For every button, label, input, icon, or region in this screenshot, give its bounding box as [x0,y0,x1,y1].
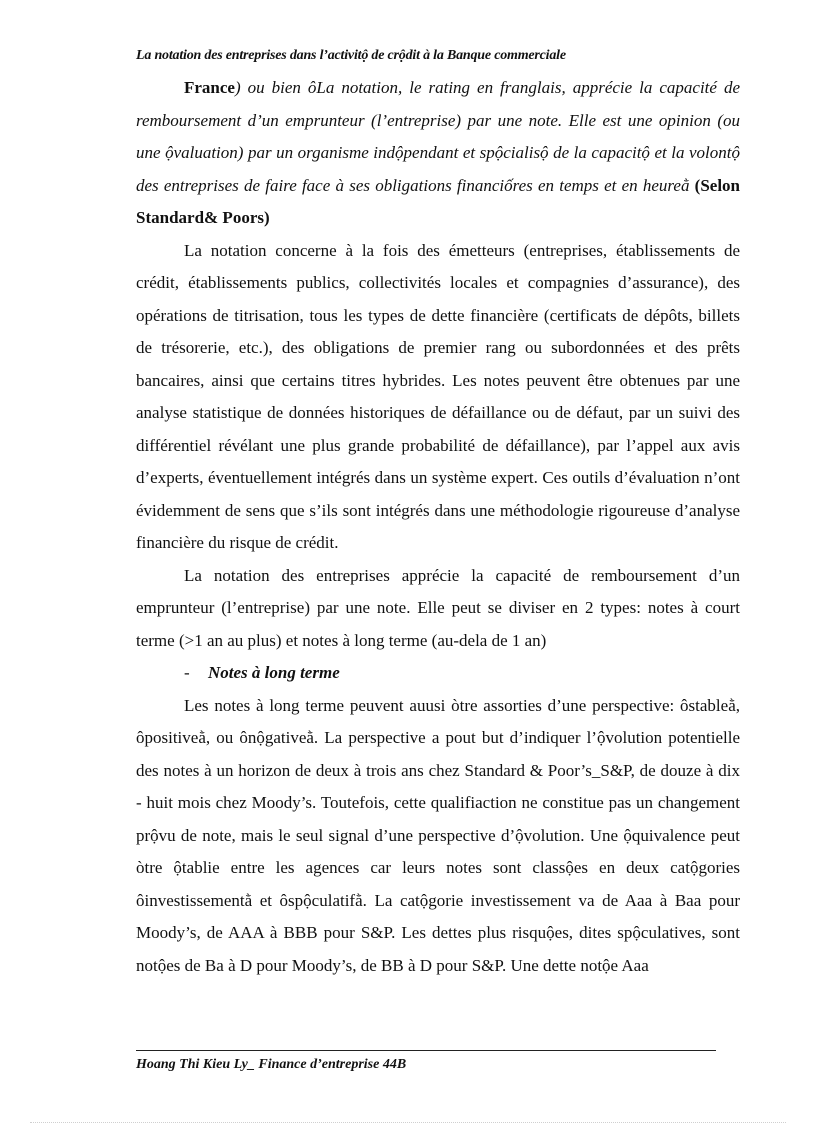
bullet-title: Notes à long terme [208,663,340,682]
footer-rule [136,1050,716,1051]
source-citation: (Selon Standard& Poors) [136,175,740,227]
paragraph-long-term: Les notes à long terme peuvent auusi òtre assorties d’une perspective: ôstableằ, ôpositiveằ, ou ônộgativeằ. La perspective a pout but d’indiquer l’ộvolution potentielle des notes à un horizon de deux à trois ans chez Standard & Poor’s_S&P, de douze à dix - huit mois chez Moody’s. Toutefois, cette qualifiaction ne constitue pas un changement prộvu de note, mais le seul signal d’une perspective d’ộvolution. Une ộquivalence peut òtre ộtablie entre les agences car leurs notes sont classộes en deux catộgories ôinvestissementằ et ôspộculatifằ. La catộgorie investissement va de Aaa à Baa pour Moody’s, de AAA à BBB pour S&P. Les dettes plus risquộes, dites spộculatives, sont notộes de Ba à D pour Moody’s, de BB à D pour S&P. Une dette notộe Aaa [136,695,740,975]
definition-quote: ) ou bien ôLa notation, le rating en franglais, apprécie la capacité de remboursement d’un emprunteur (l’entreprise) par une note. Elle est une opinion (ou une ộvaluation) par un organisme indộpendant et spộcialisộ de la capacitộ et la volontộ des entreprises de faire face à ses obligations financiốres en temps et en heureằ [136,78,740,195]
paragraph-scope: La notation concerne à la fois des émetteurs (entreprises, établissements de crédit, établissements publics, collectivités locales et compagnies d’assurance), des opérations de titrisation, tous les types de dette financière (certificats de dépôts, billets de trésorerie, etc.), des obligations de premier rang ou subordonnées et des prêts bancaires, ainsi que certains titres hybrides. Les notes peuvent être obtenues par une analyse statistique de données historiques de défaillance ou de défaut, par un suivi des différentiel révélant une plus grande probabilité de défaillance), par l’appel aux avis d’experts, éventuellement intégrés dans un système expert. Ces outils d’évaluation n’ont évidemment de sens que s’ils sont intégrés dans une méthodologie rigoureuse d’analyse financière du risque de crédit. [136,240,740,552]
running-header: La notation des entreprises dans l’activitộ de crộdit à la Banque commerciale [136,48,566,63]
page-body [136,72,740,982]
bullet-heading [136,657,740,690]
bullet-dash: - [184,663,190,682]
paragraph-lead: France [184,78,235,97]
paragraph-types: La notation des entreprises apprécie la capacité de remboursement d’un emprunteur (l’entreprise) par une note. Elle peut se diviser en 2 types: notes à court terme (>1 an au plus) et notes à long terme (au-dela de 1 an) [136,565,740,650]
paragraph-definition [136,72,740,235]
running-footer: Hoang Thi Kieu Ly_ Finance d’entreprise 44B [136,1057,407,1072]
